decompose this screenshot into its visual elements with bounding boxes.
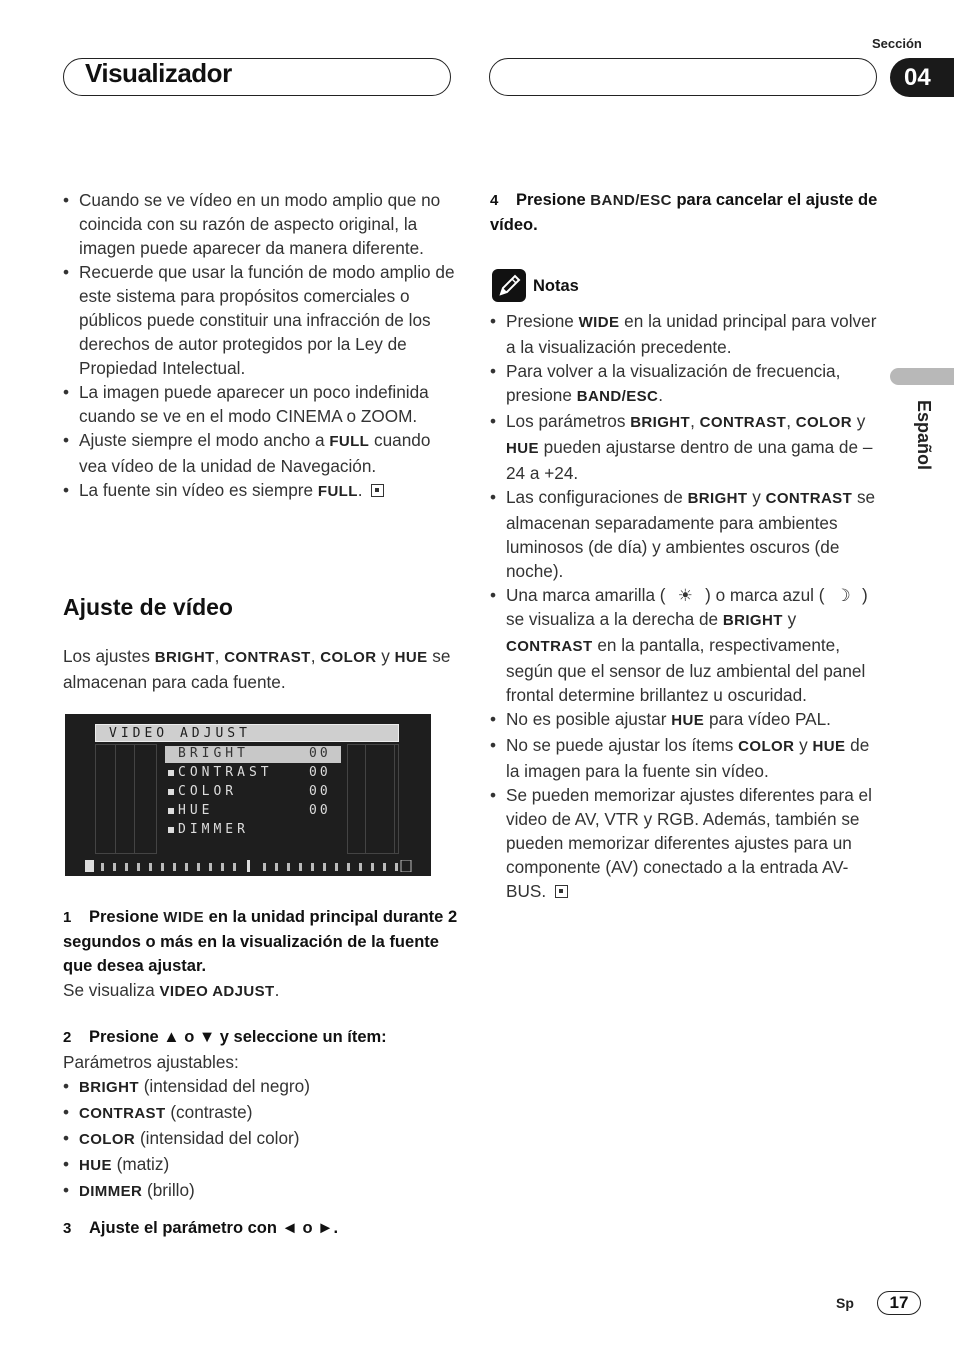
video-adjust-screen xyxy=(65,714,431,876)
language-code: Sp xyxy=(836,1295,854,1311)
section-label: Sección xyxy=(872,36,922,51)
page-number: 17 xyxy=(877,1291,921,1315)
list-item: • DIMMER (brillo) xyxy=(63,1178,458,1204)
list-item: • La fuente sin vídeo es siempre FULL. xyxy=(63,478,455,504)
list-item: • Presione WIDE en la unidad principal para volver a la visualización precedente. xyxy=(490,309,885,359)
screen-value: 00 xyxy=(309,746,331,761)
end-mark-icon xyxy=(371,484,384,497)
step-2: 2 Presione ▲ o ▼ y seleccione un ítem: Parámetros ajustables: • BRIGHT (intensidad del negro) • CONTRAST (contraste) • COLOR (intensidad del color) • HUE (matiz) • DIMMER (brillo) xyxy=(63,1025,458,1204)
list-item: • La imagen puede aparecer un poco indefinida cuando se ve en el modo CINEMA o ZOOM. xyxy=(63,380,455,428)
notes-list xyxy=(490,309,885,903)
list-item: • Se pueden memorizar ajustes diferentes para el video de AV, VTR y RGB. Además, también se pueden memorizar diferentes ajustes para un componente (AV) conectado a la entrada AV-BUS. xyxy=(490,783,885,903)
step-1: 1 Presione WIDE en la unidad principal durante 2 segundos o más en la visualización de la fuente que desea ajustar. Se visualiza VIDEO ADJUST. xyxy=(63,908,458,1000)
page-title: Visualizador xyxy=(85,58,232,88)
note-pencil-icon xyxy=(492,269,526,302)
left-bullets xyxy=(63,188,455,504)
list-item: • CONTRAST (contraste) xyxy=(63,1100,458,1126)
language-bar xyxy=(890,368,954,385)
header-frame-right xyxy=(489,58,877,96)
list-item: • Cuando se ve vídeo en un modo amplio que no coincida con su razón de aspecto original, la imagen puede aparecer da manera diferente. xyxy=(63,188,455,260)
list-item: • COLOR (intensidad del color) xyxy=(63,1126,458,1152)
notes-title: Notas xyxy=(533,277,579,295)
screen-item: HUE xyxy=(178,803,214,818)
screen-title: VIDEO ADJUST xyxy=(109,726,251,741)
screen-value: 00 xyxy=(309,765,331,780)
list-item: • Recuerde que usar la función de modo amplio de este sistema para propósitos comerciales o públicos puede constituir una infracción de los derechos de autor protegidos por la Ley de Propiedad Intelectual. xyxy=(63,260,455,380)
language-label: Español xyxy=(914,400,934,471)
list-item: • Una marca amarilla ( ☀ ) o marca azul ( ☽ ) se visualiza a la derecha de BRIGHT y CONTRAST en la pantalla, respectivamente, según que el sensor de luz ambiental del panel frontal determine brillantez u oscuridad. xyxy=(490,583,885,707)
step-3: 3 Ajuste el parámetro con ◄ o ►. xyxy=(63,1219,339,1237)
list-item: • No se puede ajustar los ítems COLOR y HUE de la imagen para la fuente sin vídeo. xyxy=(490,733,885,783)
section-heading: Ajuste de vídeo xyxy=(63,594,233,620)
screen-item: COLOR xyxy=(178,784,238,799)
screen-scale xyxy=(85,860,415,872)
list-item: • HUE (matiz) xyxy=(63,1152,458,1178)
end-mark-icon xyxy=(555,885,568,898)
list-item: • BRIGHT (intensidad del negro) xyxy=(63,1074,458,1100)
sun-icon: ☀ xyxy=(677,585,693,605)
moon-icon: ☽ xyxy=(835,585,851,605)
list-item: • Los parámetros BRIGHT, CONTRAST, COLOR y HUE pueden ajustarse dentro de una gama de –24 a +24. xyxy=(490,409,885,485)
intro-text: Los ajustes BRIGHT, CONTRAST, COLOR y HUE se almacenan para cada fuente. xyxy=(63,646,451,692)
screen-item: DIMMER xyxy=(178,822,249,837)
screen-value: 00 xyxy=(309,784,331,799)
screen-item: BRIGHT xyxy=(178,746,249,761)
step-4: 4 Presione BAND/ESC para cancelar el ajuste de vídeo. xyxy=(490,191,878,234)
list-item: • Ajuste siempre el modo ancho a FULL cuando vea vídeo de la unidad de Navegación. xyxy=(63,428,455,478)
list-item: • Las configuraciones de BRIGHT y CONTRAST se almacenan separadamente para ambientes luminosos (de día) y ambientes oscuros (de noche). xyxy=(490,485,885,583)
list-item: • No es posible ajustar HUE para vídeo PAL. xyxy=(490,707,885,733)
screen-value: 00 xyxy=(309,803,331,818)
section-number-tab: 04 xyxy=(890,58,954,97)
screen-item: CONTRAST xyxy=(178,765,273,780)
list-item: • Para volver a la visualización de frecuencia, presione BAND/ESC. xyxy=(490,359,885,409)
